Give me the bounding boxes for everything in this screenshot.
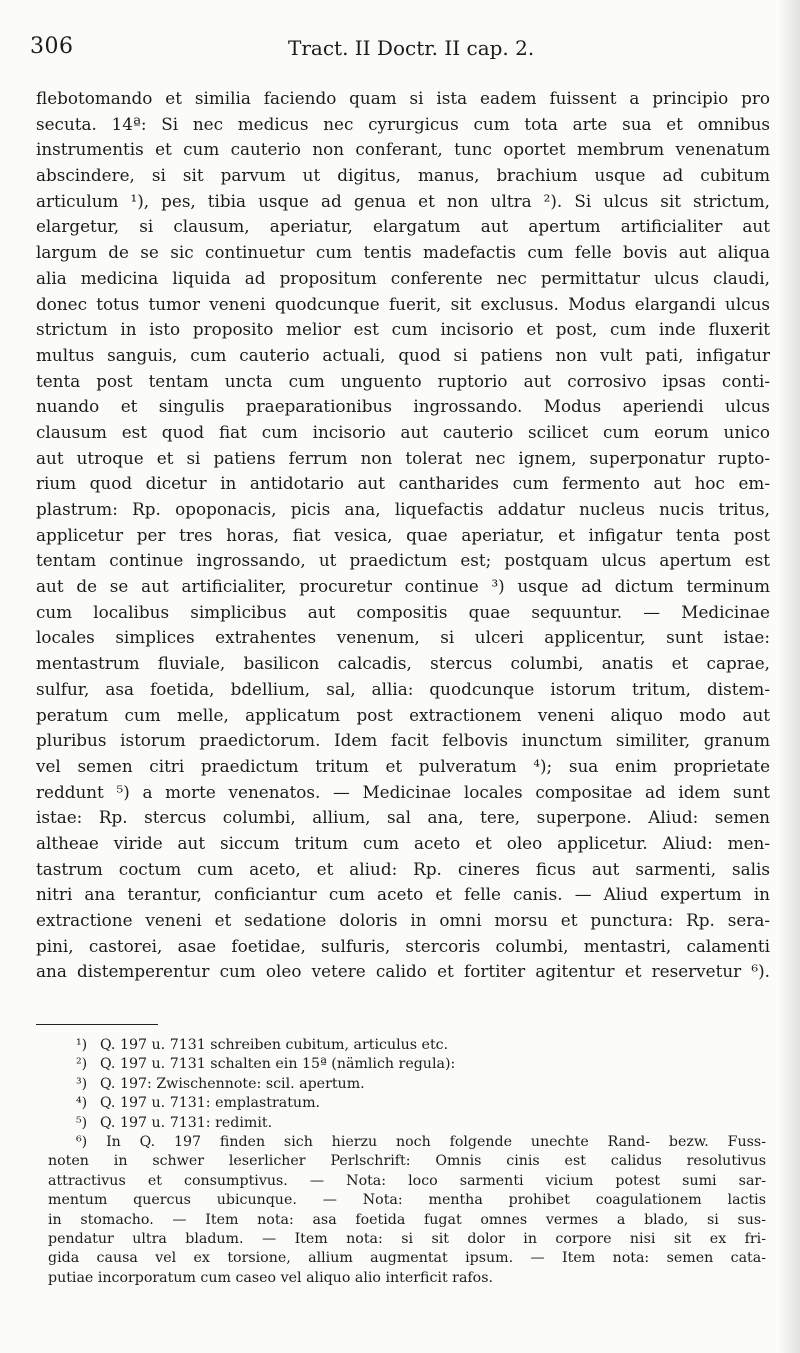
text-line: ana distemperentur cum oleo vetere calido et fortiter agitentur et reservetur ⁶). xyxy=(36,961,770,982)
footnote-3 xyxy=(48,1075,766,1094)
text-line: reddunt ⁵) a morte venenatos. — Medicinae locales compositae ad idem sunt xyxy=(36,781,770,802)
text-line: vel semen citri praedictum tritum et pulveratum ⁴); sua enim proprietate xyxy=(36,755,770,776)
footnotes xyxy=(48,1036,766,1288)
main-text xyxy=(36,86,770,985)
running-head: Tract. II Doctr. II cap. 2. xyxy=(288,36,535,60)
footnote-6-line: attractivus et consumptivus. — Nota: loco sarmenti vicium potest sumi sar- xyxy=(48,1172,766,1189)
text-line: elargetur, si clausum, aperiatur, elargatum aut apertum artificialiter aut xyxy=(36,216,770,237)
footnote-6-line: putiae incorporatum cum caseo vel aliquo alio interficit rafos. xyxy=(48,1269,493,1286)
text-line: tastrum coctum cum aceto, et aliud: Rp. cineres ficus aut sarmenti, salis xyxy=(36,858,770,879)
text-line: peratum cum melle, applicatum post extractionem veneni aliquo modo aut xyxy=(36,704,770,725)
text-line: alia medicina liquida ad propositum conferente nec permittatur ulcus claudi, xyxy=(36,267,770,288)
footnote-2 xyxy=(48,1055,766,1074)
text-line: flebotomando et similia faciendo quam si ista eadem fuissent a principio pro xyxy=(36,88,770,108)
text-line: aut utroque et si patiens ferrum non tolerat nec ignem, superponatur rupto- xyxy=(36,447,770,468)
footnote-text: Q. 197 u. 7131: emplastratum. xyxy=(100,1095,321,1112)
footnote-text: Q. 197 u. 7131 schalten ein 15ª (nämlich regula): xyxy=(100,1056,456,1073)
footnote-marker: ¹) xyxy=(76,1037,88,1053)
footnote-text: Q. 197 u. 7131: redimit. xyxy=(100,1114,273,1131)
text-line: largum de se sic continuetur cum tentis madefactis cum felle bovis aut aliqua xyxy=(36,242,770,263)
footnote-6-line: mentum quercus ubicunque. — Nota: mentha prohibet coagulationem lactis xyxy=(48,1192,766,1209)
footnote-6-line: pendatur ultra bladum. — Item nota: si sit dolor in corpore nisi sit ex fri- xyxy=(48,1230,766,1247)
text-line: sulfur, asa foetida, bdellium, sal, allia: quodcunque istorum tritum, distem- xyxy=(36,678,770,699)
footnote-divider xyxy=(36,1024,158,1025)
footnote-4 xyxy=(48,1094,766,1113)
footnote-marker: ⁴) xyxy=(76,1095,88,1112)
text-line: plastrum: Rp. opoponacis, picis ana, liquefactis addatur nucleus nucis tritus, xyxy=(36,499,770,519)
text-line: nuando et singulis praeparationibus ingrossando. Modus aperiendi ulcus xyxy=(36,396,770,417)
footnote-6-line: ⁶) In Q. 197 finden sich hierzu noch folgende unechte Rand- bezw. Fuss- xyxy=(76,1133,766,1150)
footnote-marker: ³) xyxy=(76,1075,88,1092)
text-line: multus sanguis, cum cauterio actuali, quod si patiens non vult pati, infigatur xyxy=(36,344,770,365)
footnote-1 xyxy=(48,1036,766,1055)
text-line: aut de se aut artificialiter, procuretur continue ³) usque ad dictum terminum xyxy=(36,576,770,597)
footnote-marker: ⁵) xyxy=(76,1114,88,1131)
footnote-text: Q. 197 u. 7131 schreiben cubitum, articulus etc. xyxy=(100,1037,449,1053)
footnote-marker: ²) xyxy=(76,1056,88,1073)
text-line: pluribus istorum praedictorum. Idem facit felbovis inunctum similiter, granum xyxy=(36,730,770,751)
text-line: articulum ¹), pes, tibia usque ad genua et non ultra ²). Si ulcus sit strictum, xyxy=(36,190,770,211)
text-line: pini, castorei, asae foetidae, sulfuris, stercoris columbi, mentastri, calamenti xyxy=(36,935,770,956)
text-line: altheae viride aut siccum tritum cum aceto et oleo applicetur. Aliud: men- xyxy=(36,832,770,853)
text-line: strictum in isto proposito melior est cum incisorio et post, cum inde fluxerit xyxy=(36,319,770,340)
text-line: secuta. 14ª: Si nec medicus nec cyrurgicus cum tota arte sua et omnibus xyxy=(36,113,770,134)
text-line: istae: Rp. stercus columbi, allium, sal ana, tere, superpone. Aliud: semen xyxy=(36,807,770,828)
text-line: clausum est quod fiat cum incisorio aut cauterio scilicet cum eorum unico xyxy=(36,421,770,442)
page-edge-shadow xyxy=(778,0,800,1353)
text-line: nitri ana terantur, conficiantur cum aceto et felle canis. — Aliud expertum in xyxy=(36,884,770,905)
text-line: donec totus tumor veneni quodcunque fuerit, sit exclusus. Modus elargandi ulcus xyxy=(36,293,770,314)
text-line: applicetur per tres horas, fiat vesica, quae aperiatur, et infigatur tenta post xyxy=(36,524,770,545)
footnote-text: Q. 197: Zwischennote: scil. apertum. xyxy=(100,1075,365,1092)
text-line: locales simplices extrahentes venenum, si ulceri applicentur, sunt istae: xyxy=(36,627,770,648)
text-line: instrumentis et cum cauterio non conferant, tunc oportet membrum venenatum xyxy=(36,139,770,160)
text-line: cum localibus simplicibus aut compositis quae sequuntur. — Medicinae xyxy=(36,601,770,622)
text-line: rium quod dicetur in antidotario aut cantharides cum fermento aut hoc em- xyxy=(36,473,770,494)
footnote-5 xyxy=(48,1114,766,1133)
text-line: extractione veneni et sedatione doloris in omni morsu et punctura: Rp. sera- xyxy=(36,910,770,930)
footnote-6-line: gida causa vel ex torsione, allium augmentat ipsum. — Item nota: semen cata- xyxy=(48,1250,766,1267)
text-line: mentastrum fluviale, basilicon calcadis, stercus columbi, anatis et caprae, xyxy=(36,653,770,674)
page-header xyxy=(30,34,770,74)
footnote-6-line: noten in schwer leserlicher Perlschrift: Omnis cinis est calidus resolutivus xyxy=(48,1153,766,1170)
page-number: 306 xyxy=(30,34,74,59)
footnote-6-line: in stomacho. — Item nota: asa foetida fugat omnes vermes a blado, si sus- xyxy=(48,1211,766,1228)
text-line: tentam continue ingrossando, ut praedictum est; postquam ulcus apertum est xyxy=(36,550,770,571)
text-line: abscindere, si sit parvum ut digitus, manus, brachium usque ad cubitum xyxy=(36,165,770,186)
text-line: tenta post tentam uncta cum unguento ruptorio aut corrosivo ipsas conti- xyxy=(36,370,770,391)
